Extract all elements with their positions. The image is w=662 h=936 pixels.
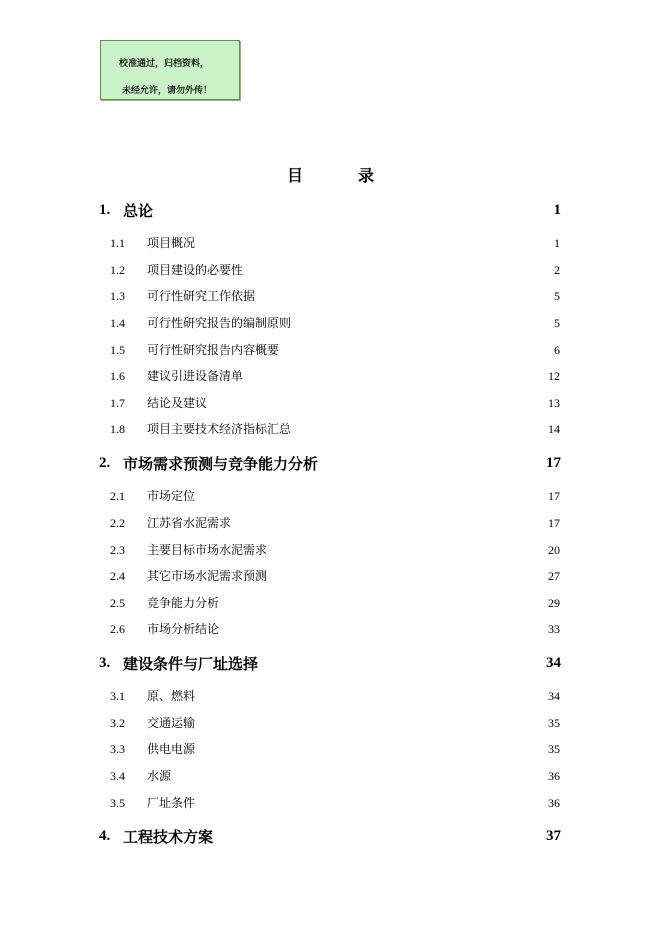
section-number: 1.6 xyxy=(110,369,125,383)
toc-section-1-3[interactable] xyxy=(0,287,662,307)
section-number: 3.1 xyxy=(110,689,125,703)
toc-section-3-4[interactable] xyxy=(0,767,662,787)
toc-section-2-4[interactable] xyxy=(0,567,662,587)
toc-chapter-3[interactable] xyxy=(0,653,662,673)
toc-section-1-6[interactable] xyxy=(0,367,662,387)
section-number: 3.3 xyxy=(110,742,125,756)
toc-section-1-4[interactable] xyxy=(0,314,662,334)
section-page: 12 xyxy=(548,369,560,383)
toc-chapter-1[interactable] xyxy=(0,200,662,220)
chapter-title: 工程技术方案 xyxy=(123,828,214,846)
toc-section-1-1[interactable] xyxy=(0,234,662,254)
section-title: 市场分析结论 xyxy=(147,622,220,636)
toc-chapter-4[interactable] xyxy=(0,826,662,846)
toc-chapter-2[interactable] xyxy=(0,453,662,473)
section-number: 1.1 xyxy=(110,236,125,250)
section-title: 建议引进设备清单 xyxy=(147,369,244,383)
section-number: 2.5 xyxy=(110,596,125,610)
section-page: 6 xyxy=(554,343,560,357)
chapter-title: 市场需求预测与竞争能力分析 xyxy=(123,455,319,473)
section-number: 2.2 xyxy=(110,516,125,530)
section-page: 5 xyxy=(554,289,560,303)
section-page: 36 xyxy=(548,796,560,810)
section-title: 结论及建议 xyxy=(147,396,208,410)
section-title: 市场定位 xyxy=(147,489,196,503)
toc-section-1-2[interactable] xyxy=(0,261,662,281)
section-number: 2.6 xyxy=(110,622,125,636)
section-title: 其它市场水泥需求预测 xyxy=(147,569,268,583)
section-number: 3.5 xyxy=(110,796,125,810)
section-page: 34 xyxy=(548,689,560,703)
section-number: 1.3 xyxy=(110,289,125,303)
toc-section-1-7[interactable] xyxy=(0,394,662,414)
section-number: 1.5 xyxy=(110,343,125,357)
section-title: 供电电源 xyxy=(147,742,196,756)
chapter-title: 总论 xyxy=(123,202,154,220)
section-title: 项目主要技术经济指标汇总 xyxy=(147,422,292,436)
section-page: 14 xyxy=(548,422,560,436)
chapter-number: 1. xyxy=(99,202,111,218)
section-number: 2.1 xyxy=(110,489,125,503)
chapter-page: 17 xyxy=(546,455,561,471)
toc-section-3-5[interactable] xyxy=(0,794,662,814)
section-number: 3.4 xyxy=(110,769,125,783)
section-title: 水源 xyxy=(147,769,172,783)
stamp-line-2: 未经允许，请勿外传！ xyxy=(122,86,213,96)
section-page: 17 xyxy=(548,516,560,530)
stamp-line-1: 校准通过，归档资料， xyxy=(119,59,210,69)
section-page: 2 xyxy=(554,263,560,277)
section-title: 项目建设的必要性 xyxy=(147,263,244,277)
section-number: 1.2 xyxy=(110,263,125,277)
section-page: 33 xyxy=(548,622,560,636)
section-page: 1 xyxy=(554,236,560,250)
chapter-number: 2. xyxy=(99,455,111,471)
section-page: 13 xyxy=(548,396,560,410)
toc-section-3-2[interactable] xyxy=(0,714,662,734)
section-page: 5 xyxy=(554,316,560,330)
toc-section-2-2[interactable] xyxy=(0,514,662,534)
section-title: 可行性研究报告的编制原则 xyxy=(147,316,292,330)
section-number: 1.8 xyxy=(110,422,125,436)
chapter-number: 4. xyxy=(99,828,111,844)
section-number: 3.2 xyxy=(110,716,125,730)
toc-section-2-1[interactable] xyxy=(0,487,662,507)
toc-title-char-2: 录 xyxy=(358,166,375,185)
section-page: 35 xyxy=(548,716,560,730)
chapter-page: 34 xyxy=(546,655,561,671)
section-page: 29 xyxy=(548,596,560,610)
archive-stamp xyxy=(100,40,240,100)
toc-section-3-3[interactable] xyxy=(0,740,662,760)
toc-section-1-5[interactable] xyxy=(0,341,662,361)
section-page: 20 xyxy=(548,543,560,557)
toc-section-3-1[interactable] xyxy=(0,687,662,707)
toc-section-2-5[interactable] xyxy=(0,594,662,614)
section-title: 可行性研究工作依据 xyxy=(147,289,256,303)
section-number: 1.4 xyxy=(110,316,125,330)
chapter-number: 3. xyxy=(99,655,111,671)
chapter-page: 37 xyxy=(546,828,561,844)
section-page: 35 xyxy=(548,742,560,756)
toc-section-1-8[interactable] xyxy=(0,420,662,440)
section-page: 27 xyxy=(548,569,560,583)
section-title: 竞争能力分析 xyxy=(147,596,220,610)
chapter-page: 1 xyxy=(553,202,561,218)
section-page: 17 xyxy=(548,489,560,503)
section-title: 可行性研究报告内容概要 xyxy=(147,343,280,357)
section-title: 项目概况 xyxy=(147,236,196,250)
section-number: 2.4 xyxy=(110,569,125,583)
toc-section-2-6[interactable] xyxy=(0,620,662,640)
section-title: 交通运输 xyxy=(147,716,196,730)
section-title: 江苏省水泥需求 xyxy=(147,516,232,530)
section-number: 1.7 xyxy=(110,396,125,410)
section-number: 2.3 xyxy=(110,543,125,557)
toc-title-char-1: 目 xyxy=(287,166,304,185)
section-title: 主要目标市场水泥需求 xyxy=(147,543,268,557)
chapter-title: 建设条件与厂址选择 xyxy=(123,655,259,673)
section-page: 36 xyxy=(548,769,560,783)
toc-section-2-3[interactable] xyxy=(0,541,662,561)
section-title: 原、燃料 xyxy=(147,689,196,703)
section-title: 厂址条件 xyxy=(147,796,196,810)
